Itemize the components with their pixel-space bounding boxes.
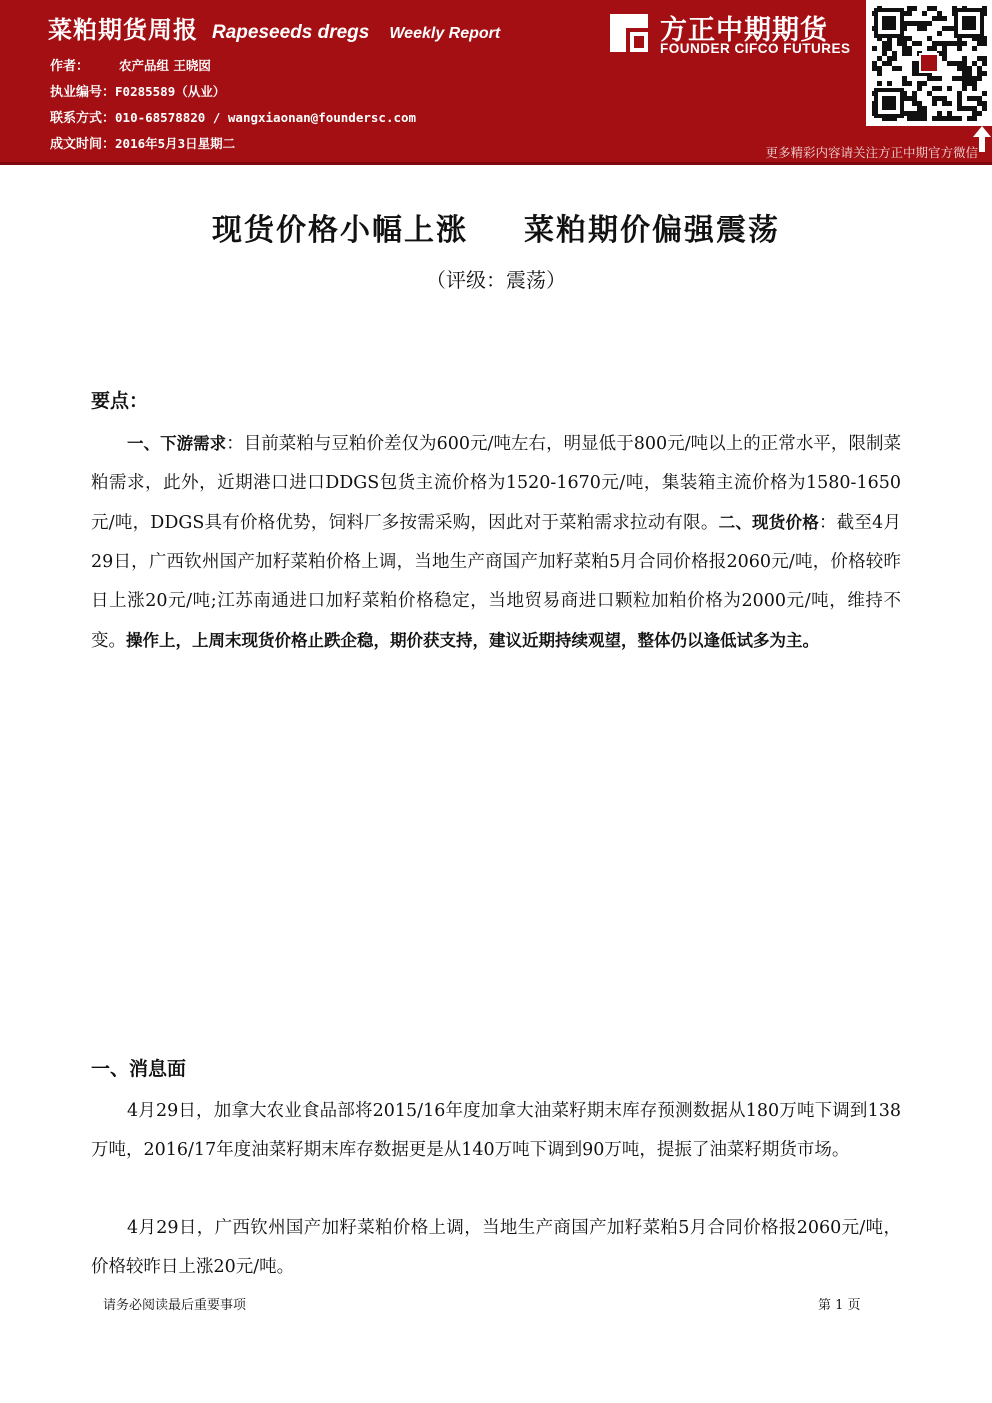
author-line: [50, 55, 211, 74]
header-title-row: [48, 10, 500, 46]
report-rating: （评级：震荡）: [426, 268, 566, 292]
strategy-conclusion: 操作上，上周末现货价格止跌企稳，期价获支持，建议近期持续观望，整体仍以逢低试多为主。: [126, 631, 819, 650]
news-heading: 一、消息面: [91, 1058, 187, 1080]
follow-wechat-text: 更多精彩内容请关注方正中期官方微信: [765, 145, 978, 160]
qr-code-icon: [866, 0, 992, 126]
spot-price-label: 二、现货价格: [718, 513, 819, 532]
logo-text-cn: 方正中期期货: [660, 15, 828, 46]
report-title-part1: 现货价格小幅上涨: [212, 213, 468, 248]
header-divider: [0, 162, 992, 165]
footer-disclaimer: 请务必阅读最后重要事项: [103, 1298, 247, 1313]
spot-price-text: ：截至4月29日，广西钦州国产加籽菜粕价格上调，当地生产商国产加籽菜粕5月合同价格报2060元/吨，价格较昨日上涨20元/吨;江苏南通进口加籽菜粕价格稳定，当地贸易商进口颗粒加粕价格为2000元/吨，维持不变。: [91, 513, 901, 651]
license-label: 执业编号：: [50, 85, 116, 100]
key-points-paragraph: [91, 424, 901, 661]
report-header: [0, 0, 992, 162]
contact-label: 联系方式：: [50, 111, 116, 126]
date-value: 2016年5月3日星期二: [115, 136, 236, 151]
license-line: [50, 81, 225, 100]
date-line: [50, 133, 235, 152]
demand-label: 一、下游需求: [127, 434, 227, 453]
page-number: 第 1 页: [818, 1298, 861, 1313]
report-title-part2: 菜粕期价偏强震荡: [524, 213, 780, 248]
demand-text: ：目前菜粕与豆粕价差仅为600元/吨左右，明显低于800元/吨以上的正常水平，限制菜粕需求，此外，近期港口进口DDGS包货主流价格为1520-1670元/吨，集装箱主流价格为1580-1650元/吨，DDGS具有价格优势，饲料厂多按需采购，因此对于菜粕需求拉动有限。: [91, 434, 902, 533]
contact-value: 010-68578820 / wangxiaonan@foundersc.com: [115, 110, 417, 125]
report-title: [0, 205, 992, 249]
report-series-title-en: Rapeseeds dregs: [212, 22, 370, 43]
logo-text-en: FOUNDER CIFCO FUTURES: [660, 41, 851, 56]
key-points-heading: 要点：: [91, 390, 149, 412]
contact-line: [50, 107, 416, 126]
news-paragraph-1: 4月29日，加拿大农业食品部将2015/16年度加拿大油菜籽期末库存预测数据从180万吨下调到138万吨，2016/17年度油菜籽期末库存数据更是从140万吨下调到90万吨，提振了油菜籽期货市场。: [91, 1101, 901, 1160]
license-value: F0285589（从业）: [115, 84, 226, 99]
report-type-en: Weekly Report: [389, 25, 501, 42]
author-value: 农产品组 王晓囡: [119, 58, 211, 73]
date-label: 成文时间：: [50, 137, 116, 152]
author-label: 作者：: [50, 59, 90, 74]
founder-logo-icon: [604, 8, 654, 58]
report-series-title: 菜粕期货周报: [48, 16, 198, 44]
company-logo: [604, 8, 862, 64]
news-paragraph-2: 4月29日，广西钦州国产加籽菜粕价格上调，当地生产商国产加籽菜粕5月合同价格报2060元/吨，价格较昨日上涨20元/吨。: [91, 1218, 901, 1277]
